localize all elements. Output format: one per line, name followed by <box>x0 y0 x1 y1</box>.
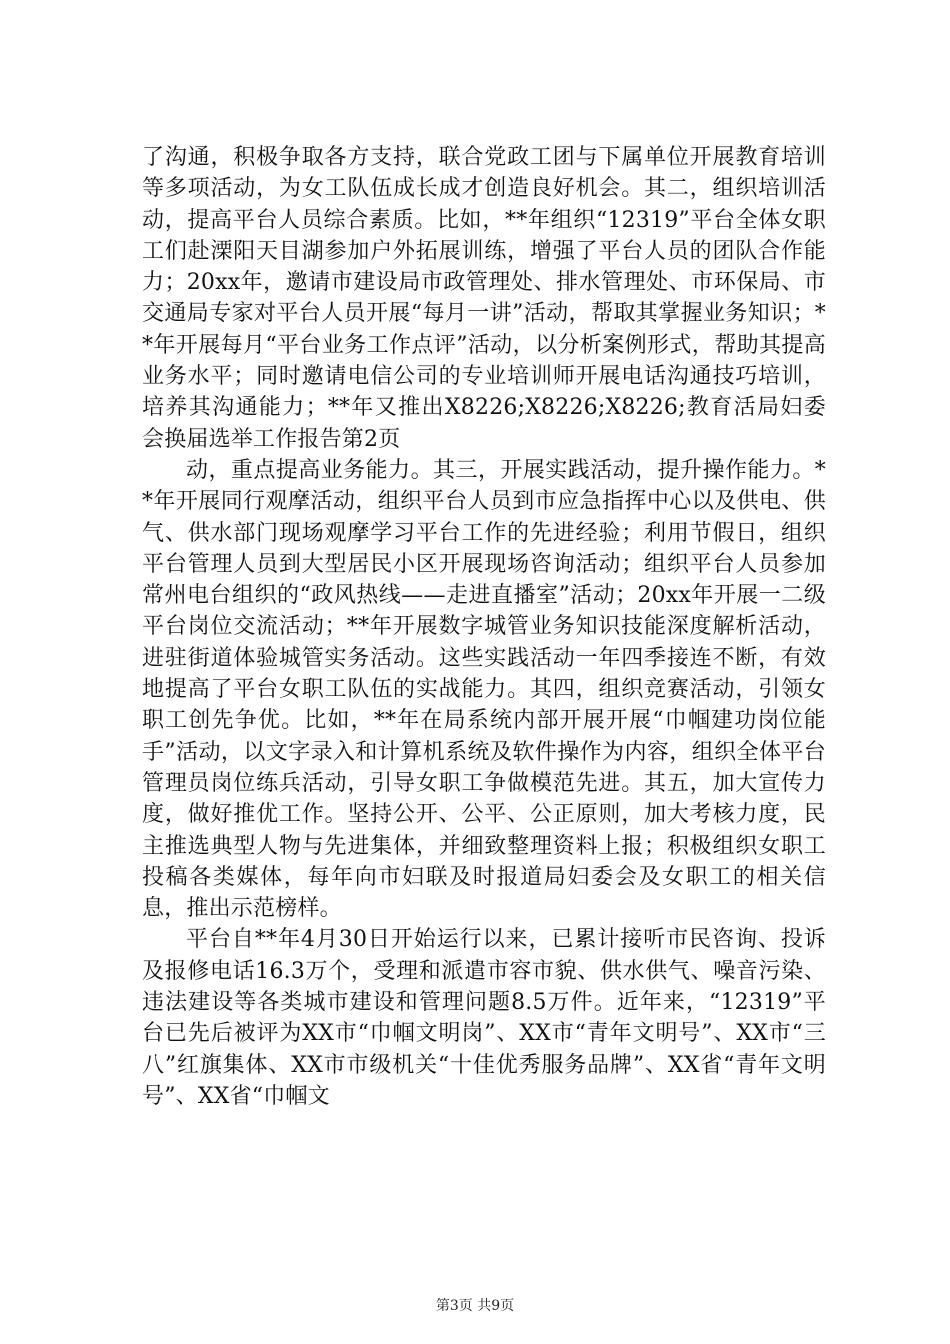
page-footer: 第3页 共9页 <box>435 1298 515 1314</box>
paragraph-3: 平台自**年4月30日开始运行以来，已累计接听市民咨询、投诉及报修电话16.3万个，受理和派遣市容市貌、供水供气、噪音污染、违法建设等各类城市建设和管理问题8.5万件。近年来，“12319”平台已先后被评为XX市“巾帼文明岗”、XX市“青年文明号”、XX市“三八”红旗集体、XX市市级机关“十佳优秀服务品牌”、XX省“青年文明号”、XX省“巾帼文 <box>142 927 826 1109</box>
paragraph-2: 动，重点提高业务能力。其三，开展实践活动，提升操作能力。**年开展同行观摩活动，组织平台人员到市应急指挥中心以及供电、供气、供水部门现场观摩学习平台工作的先进经验；利用节假日，组织平台管理人员到大型居民小区开展现场咨询活动；组织平台人员参加常州电台组织的“政风热线——走进直播室”活动；20xx年开展一二级平台岗位交流活动；**年开展数字城管业务知识技能深度解析活动，进驻街道体验城管实务活动。这些实践活动一年四季接连不断，有效地提高了平台女职工队伍的实战能力。其四，组织竞赛活动，引领女职工创先争优。比如，**年在局系统内部开展开展“巾帼建功岗位能手”活动，以文字录入和计算机系统及软件操作为内容，组织全体平台管理员岗位练兵活动，引导女职工争做模范先进。其五，加大宣传力度，做好推优工作。坚持公开、公平、公正原则，加大考核力度，民主推选典型人物与先进集体，并细致整理资料上报；积极组织女职工投稿各类媒体，每年向市妇联及时报道局妇委会及女职工的相关信息，推出示范榜样。 <box>142 457 826 922</box>
document-body <box>142 142 826 1112</box>
paragraph-1: 了沟通，积极争取各方支持，联合党政工团与下属单位开展教育培训等多项活动，为女工队伍成长成才创造良好机会。其二，组织培训活动，提高平台人员综合素质。比如，**年组织“12319”平台全体女职工们赴溧阳天目湖参加户外拓展训练，增强了平台人员的团队合作能力；20xx年，邀请市建设局市政管理处、排水管理处、市环保局、市交通局专家对平台人员开展“每月一讲”活动，帮取其掌握业务知识；**年开展每月“平台业务工作点评”活动，以分析案例形式，帮助其提高业务水平；同时邀请电信公司的专业培训师开展电话沟通技巧培训，培养其沟通能力；**年又推出X8226;X8226;X8226;教育活局妇委会换届选举工作报告第2页 <box>142 145 826 452</box>
